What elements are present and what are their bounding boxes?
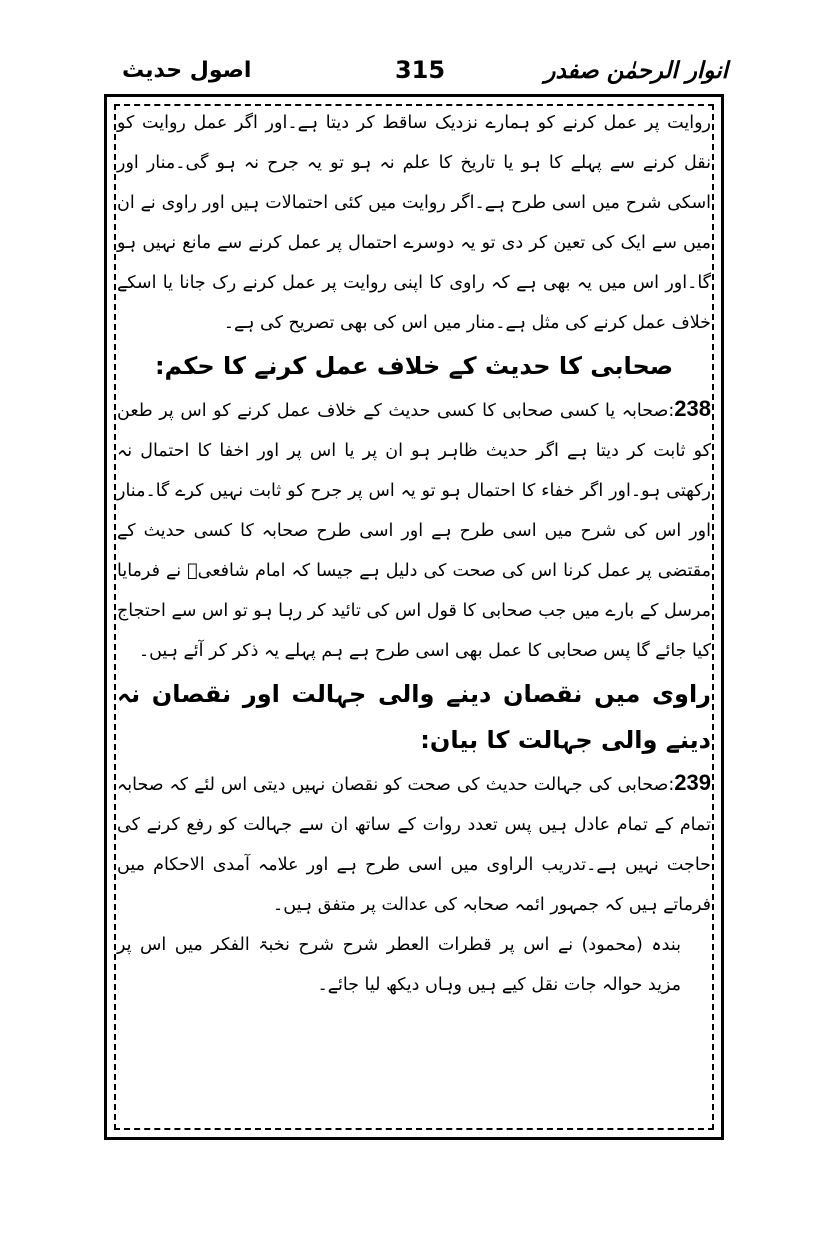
paragraph-banda: بندہ (محمود) نے اس پر قطرات العطر شرح شرح نخبۃ الفکر میں اس پر مزید حوالہ جات نقل کیے ہیں وہاں دیکھ لیا جائے۔ xyxy=(117,935,681,995)
paragraph-1: روایت پر عمل کرنے کو ہمارے نزدیک ساقط کر دیتا ہے۔اور اگر عمل روایت کو نقل کرنے سے پہلے کا ہو یا تاریخ کا علم نہ ہو تو یہ جرح نہ ہو گی۔منار اور اسکی شرح میں اسی طرح ہے۔اگر روایت میں کئی احتمالات ہیں اور راوی نے ان میں سے ایک کی تعین کر دی تو یہ دوسرے احتمال پر عمل کرنے سے مانع نہیں ہو گا۔اور اس میں یہ بھی ہے کہ راوی کا اپنی روایت پر عمل کرنے رک جانا یا اسکے خلاف عمل کرنے کی مثل ہے۔منار میں اس کی بھی تصریح کی ہے۔ xyxy=(117,113,711,333)
paragraph-238-text: :صحابہ یا کسی صحابی کا کسی حدیث کے خلاف عمل کرنے کو اس پر طعن کو ثابت کر دیتا ہے اگر حدیث ظاہر ہو ان پر یا اس پر اور اخفا کا احتمال نہ رکھتی ہو۔اور اگر خفاء کا احتمال ہو تو یہ اس پر جرح کو ثابت نہیں کرے گا۔منار اور اس کی شرح میں اسی طرح ہے اور اسی طرح صحابہ کا کسی حدیث کے مقتضی پر عمل کرنا اس کی صحت کی دلیل ہے جیسا کہ امام شافعیؒ نے فرمایا مرسل کے بارے میں جب صحابی کا قول اس کی تائید کر رہا ہو تو اس سے احتجاج کیا جائے گا پس صحابی کا عمل بھی اسی طرح ہے ہم پہلے یہ ذکر کر آئے ہیں۔ xyxy=(117,401,711,661)
page-number: 315 xyxy=(394,56,446,84)
page-border xyxy=(104,94,724,1140)
item-number-239: 239 xyxy=(674,770,711,795)
item-number-238: 238 xyxy=(674,396,711,421)
section-title: اصول حدیث xyxy=(122,58,252,83)
paragraph-238 xyxy=(117,389,711,671)
paragraph-239 xyxy=(117,763,711,925)
heading-jahalat: راوی میں نقصان دینے والی جہالت اور نقصان نہ دینے والی جہالت کا بیان: xyxy=(117,680,711,754)
heading-sahabi-amal: صحابی کا حدیث کے خلاف عمل کرنے کا حکم: xyxy=(154,352,674,380)
book-title: انوار الرحمٰن صفدر xyxy=(544,58,728,84)
page-body xyxy=(117,103,711,1005)
paragraph-239-text: :صحابی کی جہالت حدیث کی صحت کو نقصان نہیں دیتی اس لئے کہ صحابہ تمام کے تمام عادل ہیں پس تعدد روات کے ساتھ ان سے جہالت کو رفع کرنے کی حاجت نہیں ہے۔تدریب الراوی میں اسی طرح ہے اور علامہ آمدی الاحکام میں فرماتے ہیں کہ جمہور ائمہ صحابہ کی عدالت پر متفق ہیں۔ xyxy=(117,775,711,915)
page-header xyxy=(112,56,728,92)
